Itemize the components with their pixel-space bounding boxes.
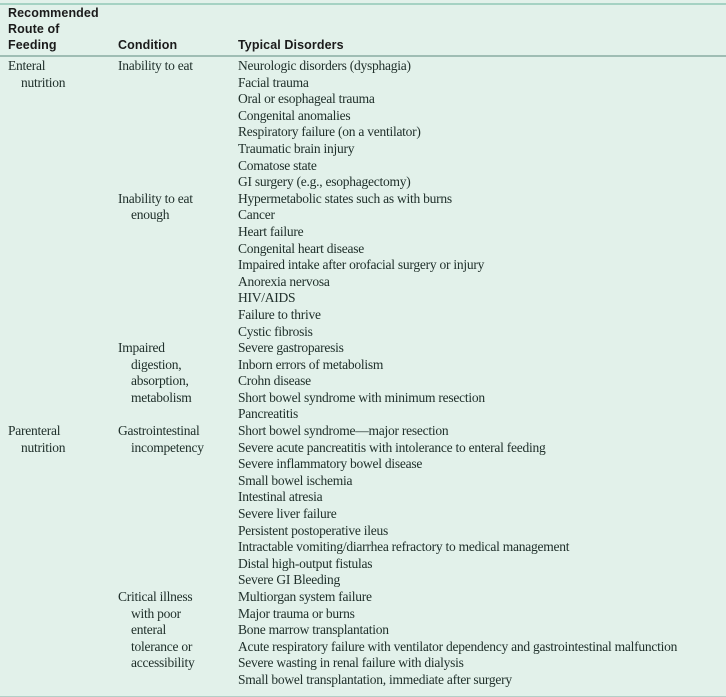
condition-line: accessibility	[131, 655, 195, 671]
condition-line: metabolism	[131, 389, 192, 405]
disorder-line: Impaired intake after orofacial surgery or injury	[238, 257, 485, 273]
disorder-line: Major trauma or burns	[238, 605, 355, 621]
disorder-line: Acute respiratory failure with ventilator dependency and gastrointestinal malfunction	[238, 638, 678, 654]
disorder-line: Cancer	[238, 207, 275, 223]
route-cell	[0, 340, 118, 423]
route-line: nutrition	[21, 74, 66, 90]
condition-line: Impaired	[118, 340, 165, 356]
condition-line: digestion,	[131, 356, 182, 372]
condition-cell	[118, 340, 238, 423]
header-condition-label: Condition	[118, 38, 178, 52]
header-disorders-label: Typical Disorders	[238, 38, 344, 52]
route-cell	[0, 58, 118, 191]
condition-line: Inability to eat	[118, 58, 193, 73]
condition-line: Critical illness	[118, 589, 193, 604]
disorder-line: Congenital heart disease	[238, 240, 364, 256]
condition-cell	[118, 423, 238, 589]
route-cell	[0, 191, 118, 340]
disorder-line: Severe inflammatory bowel disease	[238, 456, 423, 472]
route-line: Parenteral	[8, 423, 61, 439]
disorder-line: Severe liver failure	[238, 506, 337, 522]
route-line: Enteral	[8, 58, 46, 73]
condition-line: enteral	[131, 622, 166, 638]
disorders-cell	[238, 340, 726, 423]
route-line: nutrition	[21, 439, 66, 455]
disorder-line: Small bowel transplantation, immediate after surgery	[238, 671, 512, 687]
disorder-line: Distal high-output fistulas	[238, 555, 373, 571]
disorder-line: Facial trauma	[238, 74, 309, 90]
disorder-line: Anorexia nervosa	[238, 273, 330, 289]
disorder-line: Multiorgan system failure	[238, 589, 372, 604]
condition-line: enough	[131, 207, 170, 223]
disorder-line: Small bowel ischemia	[238, 472, 353, 488]
condition-line: incompetency	[131, 439, 204, 455]
disorder-line: Hypermetabolic states such as with burns	[238, 190, 452, 206]
table-row	[0, 423, 726, 589]
disorder-line: Crohn disease	[238, 373, 311, 389]
header-route-line-3: Feeding	[8, 38, 57, 52]
header-route-line-2: Route of	[8, 22, 60, 36]
disorder-line: HIV/AIDS	[238, 290, 296, 306]
condition-line: absorption,	[131, 373, 189, 389]
header-divider-rule	[0, 55, 726, 57]
disorder-line: Intractable vomiting/diarrhea refractory to medical management	[238, 539, 570, 555]
disorder-line: Congenital anomalies	[238, 107, 351, 123]
disorder-line: Comatose state	[238, 157, 317, 173]
disorder-line: Intestinal atresia	[238, 489, 323, 505]
condition-line: tolerance or	[131, 638, 193, 654]
disorder-line: Pancreatitis	[238, 406, 298, 422]
disorder-line: Persistent postoperative ileus	[238, 522, 388, 538]
route-cell	[0, 589, 118, 689]
disorder-line: Severe gastroparesis	[238, 340, 344, 356]
condition-line: with poor	[131, 605, 181, 621]
disorder-line: Short bowel syndrome—major resection	[238, 423, 449, 439]
table-row	[0, 340, 726, 423]
route-cell	[0, 423, 118, 589]
table-body	[0, 58, 726, 689]
disorder-line: Short bowel syndrome with minimum resection	[238, 389, 485, 405]
condition-line: Gastrointestinal	[118, 423, 200, 439]
header-route-line-1: Recommended	[8, 6, 99, 20]
disorder-line: Inborn errors of metabolism	[238, 356, 384, 372]
disorder-line: Oral or esophageal trauma	[238, 91, 375, 107]
disorder-line: Failure to thrive	[238, 306, 321, 322]
table-row	[0, 58, 726, 191]
disorder-line: Traumatic brain injury	[238, 140, 355, 156]
condition-cell	[118, 58, 238, 191]
condition-cell	[118, 191, 238, 340]
condition-line: Inability to eat	[118, 190, 193, 206]
disorder-line: Neurologic disorders (dysphagia)	[238, 58, 411, 73]
disorder-line: Severe acute pancreatitis with intolerance to enteral feeding	[238, 439, 546, 455]
disorders-cell	[238, 58, 726, 191]
disorder-line: Bone marrow transplantation	[238, 622, 389, 638]
disorder-line: GI surgery (e.g., esophagectomy)	[238, 174, 411, 190]
table-row	[0, 191, 726, 340]
disorder-line: Heart failure	[238, 223, 304, 239]
table-row	[0, 589, 726, 689]
header-route-label	[0, 5, 118, 53]
disorder-line: Respiratory failure (on a ventilator)	[238, 124, 421, 140]
disorder-line: Cystic fibrosis	[238, 323, 313, 339]
condition-cell	[118, 589, 238, 689]
disorders-cell	[238, 191, 726, 340]
disorder-line: Severe GI Bleeding	[238, 572, 340, 588]
disorders-cell	[238, 589, 726, 689]
disorder-line: Severe wasting in renal failure with dialysis	[238, 655, 464, 671]
disorders-cell	[238, 423, 726, 589]
table-header	[0, 5, 726, 53]
